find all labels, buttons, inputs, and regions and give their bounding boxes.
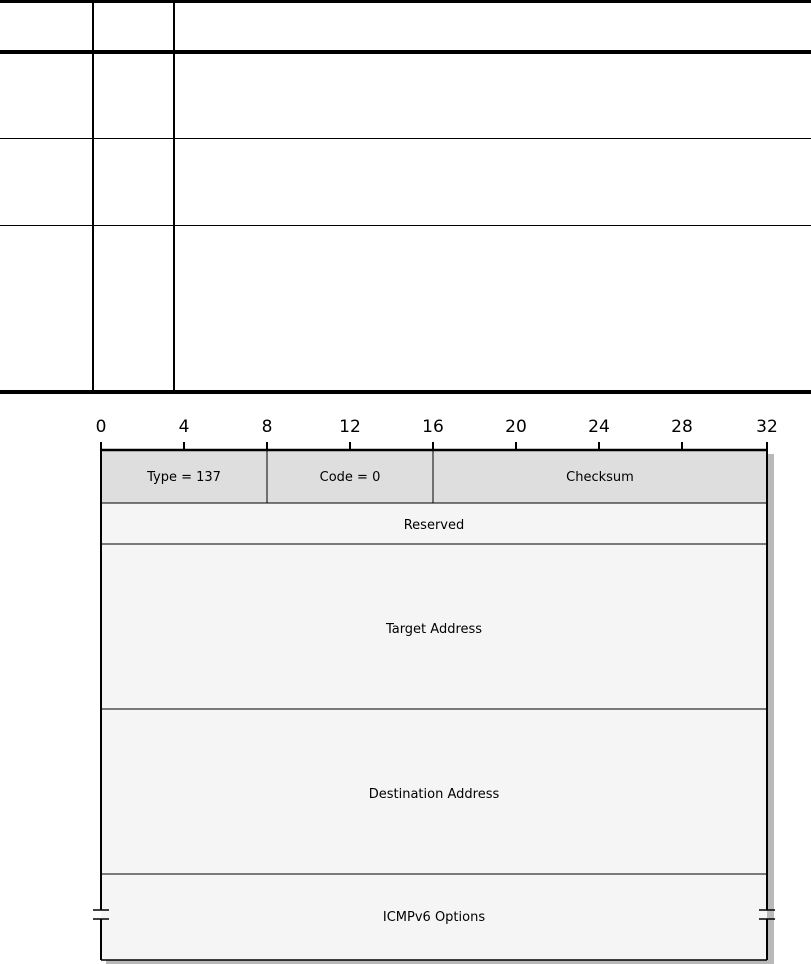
bit-tick-label: 16 bbox=[422, 417, 444, 437]
table-top-rule bbox=[0, 0, 811, 3]
table-column-divider bbox=[173, 0, 175, 394]
table-row-divider bbox=[0, 225, 811, 226]
field-label-icmpv6-options: ICMPv6 Options bbox=[382, 910, 486, 925]
field-label-reserved: Reserved bbox=[403, 518, 465, 533]
field-label-destination-address: Destination Address bbox=[368, 787, 500, 802]
bit-tick-label: 0 bbox=[95, 417, 107, 437]
bit-tick-label: 8 bbox=[261, 417, 273, 437]
bit-tick-label: 12 bbox=[339, 417, 361, 437]
table-header-rule bbox=[0, 50, 811, 54]
bit-tick-label: 24 bbox=[588, 417, 610, 437]
field-label-checksum: Checksum bbox=[566, 470, 634, 485]
bit-tick-label: 20 bbox=[505, 417, 527, 437]
packet-format-svg bbox=[0, 394, 811, 964]
bit-tick-label: 4 bbox=[178, 417, 190, 437]
packet-format-diagram bbox=[0, 394, 811, 964]
field-label-code: Code = 0 bbox=[319, 470, 381, 485]
field-label-target-address: Target Address bbox=[385, 622, 483, 637]
table-row-divider bbox=[0, 138, 811, 139]
field-table bbox=[0, 0, 811, 394]
field-label-type: Type = 137 bbox=[147, 470, 221, 485]
bit-tick-label: 28 bbox=[671, 417, 693, 437]
table-column-divider bbox=[92, 0, 94, 394]
bit-tick-labels bbox=[96, 417, 778, 437]
bit-tick-label: 32 bbox=[756, 417, 778, 437]
